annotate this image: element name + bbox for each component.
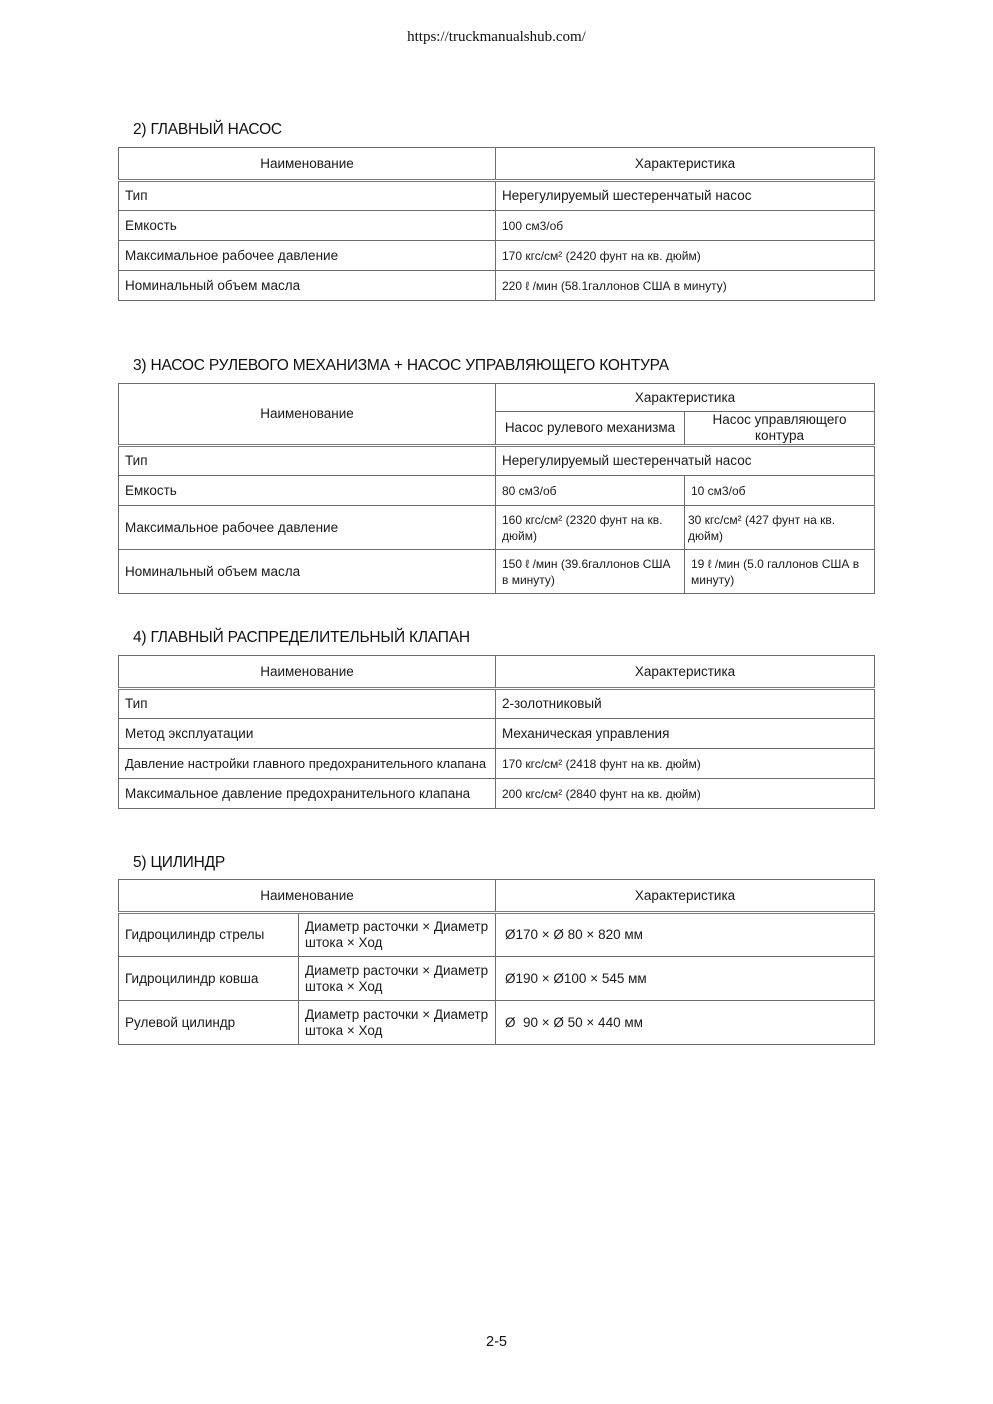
row-name: Номинальный объем масла [119, 271, 496, 301]
row-param: Диаметр расточки × Диаметр штока × Ход [299, 957, 496, 1001]
row-value: Ø190 × Ø100 × 545 мм [496, 957, 875, 1001]
header-name: Наименование [119, 880, 496, 913]
table-header-row [119, 148, 875, 181]
table-row [119, 476, 875, 506]
row-value: Механическая управления [496, 719, 875, 749]
row-value-pilot: 30 кгс/см² (427 фунт на кв. дюйм) [685, 506, 875, 550]
table-header-row [119, 656, 875, 689]
row-value: Ø 90 × Ø 50 × 440 мм [496, 1001, 875, 1045]
row-name: Максимальное рабочее давление [119, 241, 496, 271]
table-row [119, 211, 875, 241]
section-title-main-pump: 2) ГЛАВНЫЙ НАСОС [133, 121, 282, 138]
row-param: Диаметр расточки × Диаметр штока × Ход [299, 913, 496, 957]
table-header-row [119, 880, 875, 913]
row-value: 200 кгс/см² (2840 фунт на кв. дюйм) [496, 779, 875, 809]
table-row [119, 181, 875, 211]
row-name: Емкость [119, 211, 496, 241]
section-title-steering-pilot-pump: 3) НАСОС РУЛЕВОГО МЕХАНИЗМА + НАСОС УПРАВЛЯЮЩЕГО КОНТУРА [133, 357, 669, 374]
header-spec: Характеристика [496, 656, 875, 689]
table-row [119, 446, 875, 476]
header-spec: Характеристика [496, 880, 875, 913]
header-spec: Характеристика [496, 148, 875, 181]
header-name: Наименование [119, 656, 496, 689]
table-row [119, 719, 875, 749]
table-row [119, 689, 875, 719]
row-name: Гидроцилиндр ковша [119, 957, 299, 1001]
row-name: Рулевой цилиндр [119, 1001, 299, 1045]
row-value: Нерегулируемый шестеренчатый насос [496, 181, 875, 211]
main-pump-table [118, 147, 875, 301]
header-spec: Характеристика [496, 384, 875, 412]
row-value: 2-золотниковый [496, 689, 875, 719]
row-name: Номинальный объем масла [119, 550, 496, 594]
header-name: Наименование [119, 384, 496, 446]
row-value: Нерегулируемый шестеренчатый насос [496, 446, 875, 476]
row-value-steering: 160 кгс/см² (2320 фунт на кв. дюйм) [496, 506, 685, 550]
row-value-pilot: 19 ℓ /мин (5.0 галлонов США в минуту) [685, 550, 875, 594]
row-value: 170 кгс/см² (2420 фунт на кв. дюйм) [496, 241, 875, 271]
table-row [119, 1001, 875, 1045]
table-row [119, 913, 875, 957]
table-row [119, 779, 875, 809]
table-row [119, 241, 875, 271]
row-value-steering: 80 см3/об [496, 476, 685, 506]
row-name: Давление настройки главного предохранительного клапана [119, 749, 496, 779]
cylinder-table [118, 879, 875, 1045]
section-title-cylinder: 5) ЦИЛИНДР [133, 854, 226, 871]
steering-pilot-pump-table [118, 383, 875, 594]
table-row [119, 957, 875, 1001]
row-name: Гидроцилиндр стрелы [119, 913, 299, 957]
row-name: Тип [119, 446, 496, 476]
row-name: Тип [119, 181, 496, 211]
section-title-main-control-valve: 4) ГЛАВНЫЙ РАСПРЕДЕЛИТЕЛЬНЫЙ КЛАПАН [133, 629, 470, 646]
table-row [119, 749, 875, 779]
header-name: Наименование [119, 148, 496, 181]
table-header-row [119, 384, 875, 412]
page-number: 2-5 [486, 1334, 507, 1350]
row-name: Метод эксплуатации [119, 719, 496, 749]
header-pilot-pump: Насос управляющего контура [685, 412, 875, 446]
row-value-steering: 150 ℓ /мин (39.6галлонов США в минуту) [496, 550, 685, 594]
row-value: 100 см3/об [496, 211, 875, 241]
row-name: Максимальное давление предохранительного клапана [119, 779, 496, 809]
row-value: 170 кгс/см² (2418 фунт на кв. дюйм) [496, 749, 875, 779]
row-value-pilot: 10 см3/об [685, 476, 875, 506]
row-name: Тип [119, 689, 496, 719]
table-row [119, 506, 875, 550]
row-value: Ø170 × Ø 80 × 820 мм [496, 913, 875, 957]
main-control-valve-table [118, 655, 875, 809]
table-row [119, 271, 875, 301]
header-url: https://truckmanualshub.com/ [407, 29, 586, 45]
row-name: Максимальное рабочее давление [119, 506, 496, 550]
table-row [119, 550, 875, 594]
row-value: 220 ℓ /мин (58.1галлонов США в минуту) [496, 271, 875, 301]
header-steering-pump: Насос рулевого механизма [496, 412, 685, 446]
row-param: Диаметр расточки × Диаметр штока × Ход [299, 1001, 496, 1045]
row-name: Емкость [119, 476, 496, 506]
